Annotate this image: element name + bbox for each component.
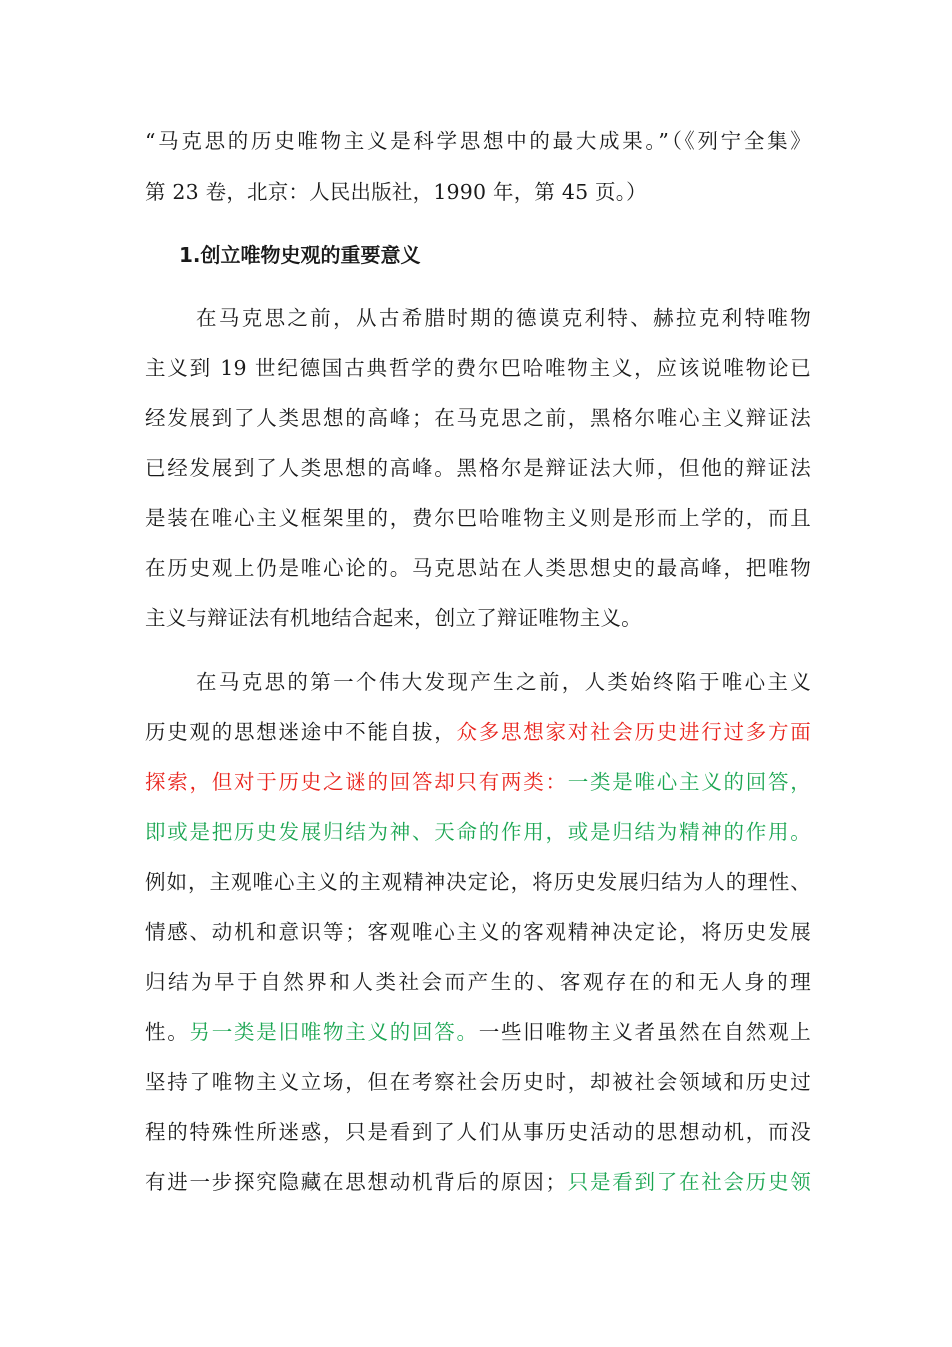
paragraph-line: 在马克思之前，从古希腊时期的德谟克利特、赫拉克利特唯物 bbox=[196, 306, 811, 330]
green-highlight-text: 即或是把历史发展归结为神、天命的作用，或是归结为精神的作用。 bbox=[145, 820, 811, 844]
section-heading: 1.创立唯物史观的重要意义 bbox=[179, 243, 421, 267]
paragraph-line bbox=[145, 715, 811, 749]
plain-text: 有进一步探究隐藏在思想动机背后的原因； bbox=[145, 1170, 567, 1194]
paragraph-line: 程的特殊性所迷惑，只是看到了人们从事历史活动的思想动机，而没 bbox=[145, 1120, 811, 1144]
green-highlight-text: 只是看到了在社会历史领 bbox=[566, 1170, 811, 1194]
paragraph-line: 主义到 19 世纪德国古典哲学的费尔巴哈唯物主义，应该说唯物论已 bbox=[145, 356, 811, 380]
paragraph-line: 例如，主观唯心主义的主观精神决定论，将历史发展归结为人的理性、 bbox=[145, 870, 811, 894]
paragraph-line: 是装在唯心主义框架里的，费尔巴哈唯物主义则是形而上学的，而且 bbox=[145, 506, 811, 530]
paragraph-line bbox=[145, 765, 811, 799]
red-highlight-text: 众多思想家对社会历史进行过多方面 bbox=[456, 720, 811, 744]
paragraph-line: 坚持了唯物主义立场，但在考察社会历史时，却被社会领域和历史过 bbox=[145, 1070, 811, 1094]
paragraph-line: 在历史观上仍是唯心论的。马克思站在人类思想史的最高峰，把唯物 bbox=[145, 556, 811, 580]
quote-line-2: 第 23 卷，北京：人民出版社，1990 年，第 45 页。） bbox=[145, 180, 647, 204]
paragraph-line: 情感、动机和意识等；客观唯心主义的客观精神决定论，将历史发展 bbox=[145, 920, 811, 944]
paragraph-line: 主义与辩证法有机地结合起来，创立了辩证唯物主义。 bbox=[145, 606, 642, 630]
paragraph-line: 经发展到了人类思想的高峰；在马克思之前，黑格尔唯心主义辩证法 bbox=[145, 406, 811, 430]
plain-text: 历史观的思想迷途中不能自拔， bbox=[145, 720, 457, 744]
paragraph-line: 已经发展到了人类思想的高峰。黑格尔是辩证法大师，但他的辩证法 bbox=[145, 456, 811, 480]
paragraph-line bbox=[145, 1165, 811, 1199]
red-highlight-text: 探索，但对于历史之谜的回答却只有两类： bbox=[145, 770, 568, 794]
paragraph-line: 在马克思的第一个伟大发现产生之前，人类始终陷于唯心主义 bbox=[196, 670, 811, 694]
green-highlight-text: 一类是唯心主义的回答， bbox=[567, 770, 811, 794]
plain-text: 一些旧唯物主义者虽然在自然观上 bbox=[478, 1020, 811, 1044]
plain-text: 性。 bbox=[145, 1020, 190, 1044]
paragraph-line bbox=[145, 1015, 811, 1049]
quote-line-1: “马克思的历史唯物主义是科学思想中的最大成果。”（《列宁全集》 bbox=[145, 129, 811, 153]
paragraph-line: 归结为早于自然界和人类社会而产生的、客观存在的和无人身的理 bbox=[145, 970, 811, 994]
green-highlight-text: 另一类是旧唯物主义的回答。 bbox=[189, 1020, 479, 1044]
